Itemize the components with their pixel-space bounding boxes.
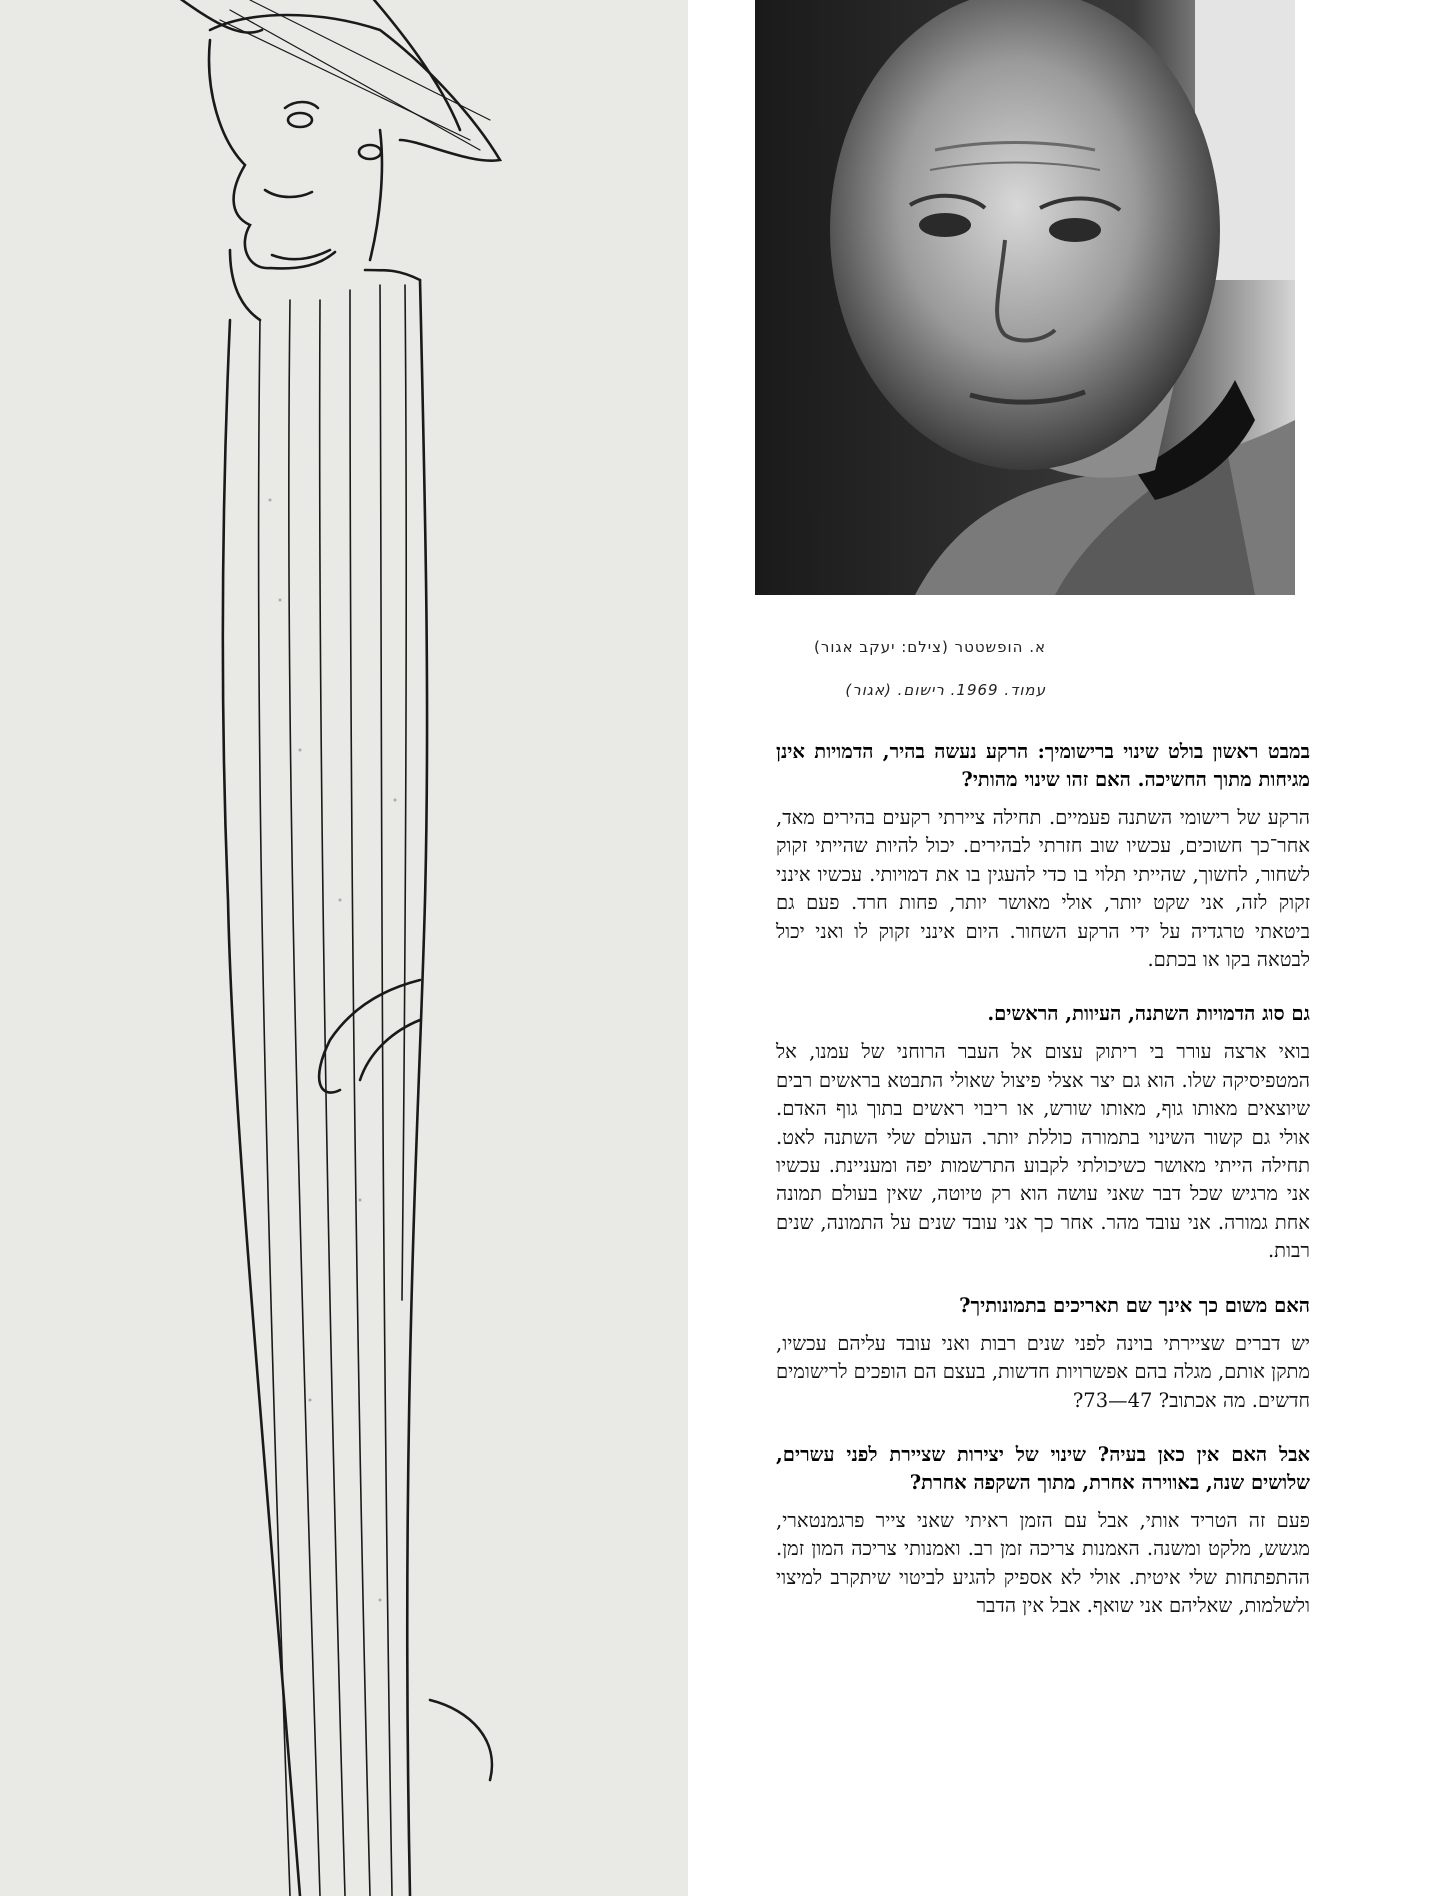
interview-article	[776, 738, 1310, 1647]
interview-answer-1: הרקע של רישומי השתנה פעמיים. תחילה ציירתי רקעים בהירים מאד, אחר־כך חשוכים, עכשיו שוב חזרתי לבהירים. יכול להיות שהייתי זקוק לשחור, לחשוך, שהייתי תלוי בו כדי להעגין בו את דמויותי. עכשיו אינני זקוק לזה, אני שקט יותר, אולי מאושר יותר, פחות חרד. פעם גם ביטאתי טרגדיה על ידי הרקע השחור. היום אינני זקוק לו ואני יכול לבטאה בקו או בכתם.	[776, 806, 1310, 972]
interview-question-1: במבט ראשון בולט שינוי ברישומיך: הרקע נעשה בהיר, הדמויות אינן מגיחות מתוך החשיכה. האם זהו שינוי מהותי?	[776, 740, 1310, 791]
standing-figure-drawing-icon	[0, 0, 688, 1896]
portrait-caption: א. הופשטטר (צילם: יעקב אגור)	[814, 638, 1046, 656]
interview-question-4: אבל האם אין כאן בעיה? שינוי של יצירות שציירת לפני עשרים, שלושים שנה, באווירה אחרת, מתוך השקפה אחרת?	[776, 1442, 1310, 1494]
portrait-photo-icon	[755, 0, 1295, 595]
portrait-photo	[755, 0, 1295, 595]
drawing-caption: עמוד. 1969. רישום. (אגור)	[845, 681, 1046, 699]
interview-answer-4: פעם זה הטריד אותי, אבל עם הזמן ראיתי שאני צייר פרגמנטארי, מגשש, מלקט ומשנה. האמנות צריכה זמן רב. ואמנותי צריכה המון זמן. ההתפתחות שלי איטית. אולי לא אספיק להגיע לביטוי שיתקרב למיצוי ולשלמות, שאליהם אני שואף. אבל אין הדבר	[776, 1508, 1310, 1618]
interview-question-3: האם משום כך אינך שם תאריכים בתמונותיך?	[959, 1293, 1310, 1317]
interview-answer-3: יש דברים שציירתי בוינה לפני שנים רבות ואני עובד עליהם עכשיו, מתקן אותם, מגלה בהם אפשרויות חדשות, בעצם הם הופכים לרישומים חדשים. מה אכתוב? 47—73?	[776, 1331, 1310, 1412]
interview-answer-2: בואי ארצה עורר בי ריתוק עצום אל העבר הרוחני של עמנו, אל המטפיסיקה שלו. הוא גם יצר אצלי פיצול שאולי התבטא בראשים רבים שיוצאים מאותו גוף, מאותו שורש, או ריבוי ראשים בתוך גוף האדם. אולי גם קשור השינוי בתמורה כוללת יותר. העולם שלי השתנה לאט. תחילה הייתי מאושר כשיכולתי לקבוע התרשמות יפה ומעניינת. עכשיו אני מרגיש שכל דבר שאני עושה הוא רק טיוטה, שאין בעולם תמונה אחת גמורה. אני עובד מהר. אחר כך אני עובד שנים על התמונה, שנים רבות.	[776, 1040, 1310, 1263]
figure-drawing	[0, 0, 688, 1896]
interview-question-2: גם סוג הדמויות השתנה, העיוות, הראשים.	[987, 1002, 1310, 1026]
